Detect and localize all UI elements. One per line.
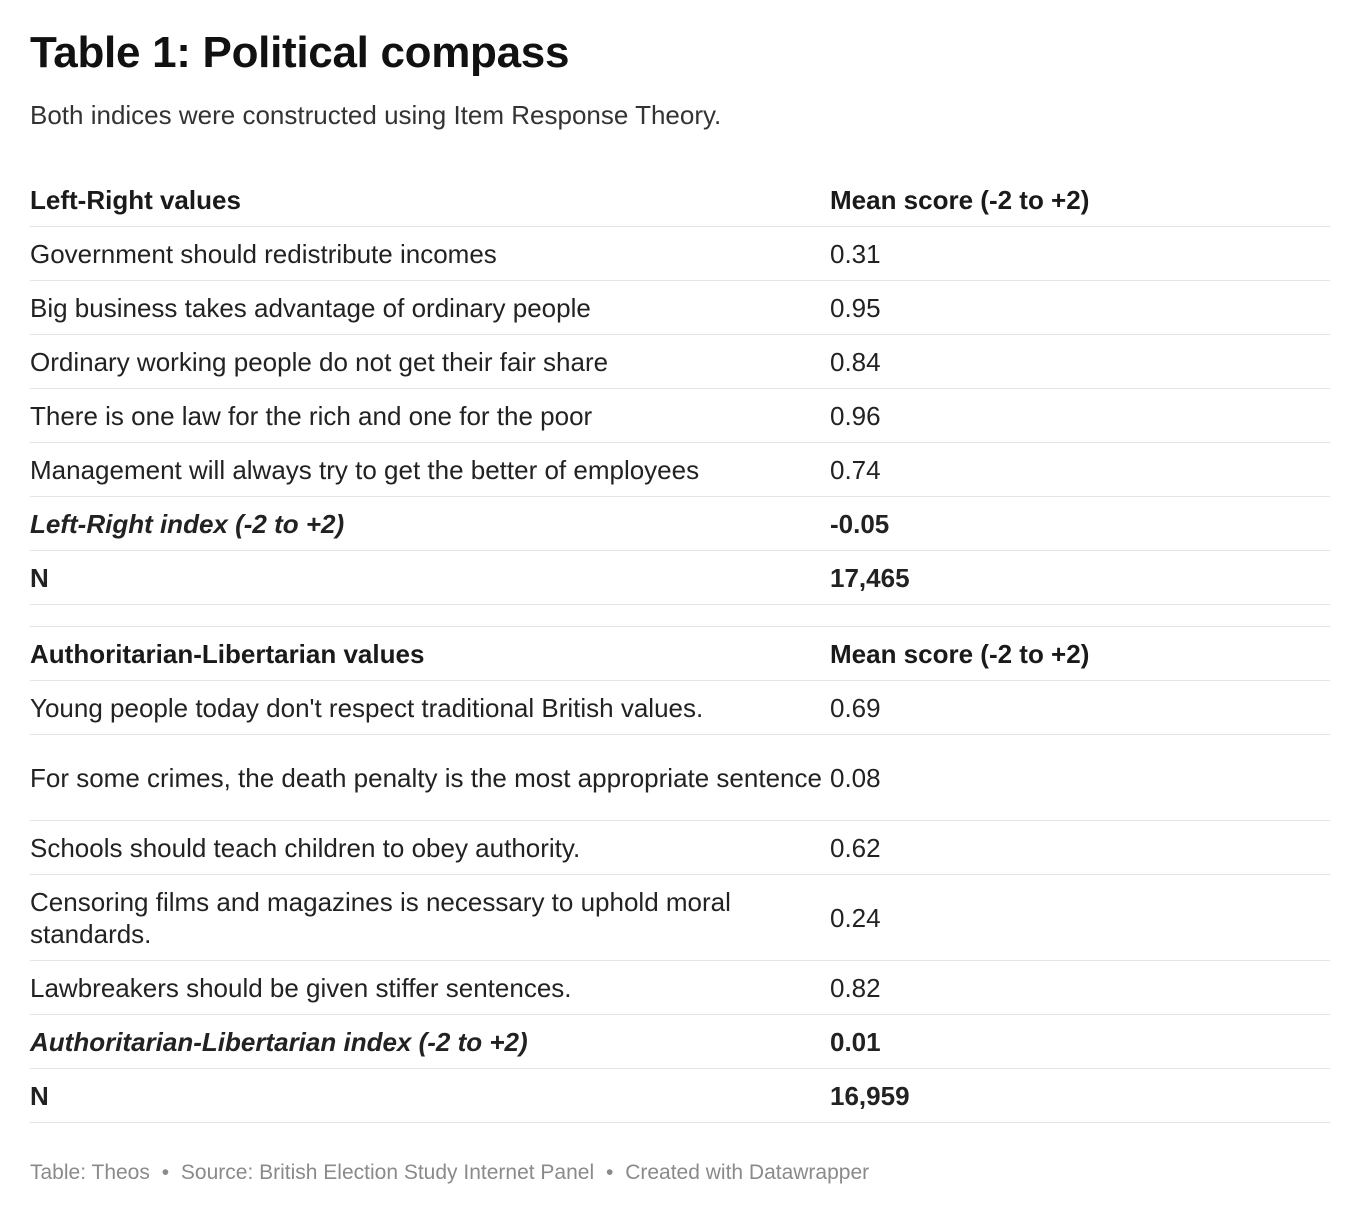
row-label: Big business takes advantage of ordinary people: [30, 292, 591, 323]
table-row: [30, 681, 1330, 735]
table-header-row: [30, 627, 1330, 681]
row-label: For some crimes, the death penalty is the most appropriate sentence: [30, 762, 822, 793]
page-subtitle: Both indices were constructed using Item Response Theory.: [30, 100, 722, 130]
table-row: [30, 735, 1330, 821]
row-label: Ordinary working people do not get their fair share: [30, 346, 609, 377]
index-label: Left-Right index (-2 to +2): [30, 508, 345, 539]
footer-separator: •: [605, 1161, 614, 1184]
row-value: 0.96: [830, 400, 881, 431]
datawrapper-link[interactable]: Created with Datawrapper: [625, 1161, 870, 1184]
row-label: Lawbreakers should be given stiffer sentences.: [30, 972, 572, 1003]
row-value: 0.08: [830, 762, 881, 793]
row-label: Government should redistribute incomes: [30, 238, 497, 269]
row-value: 0.95: [830, 292, 881, 323]
table-row: [30, 875, 1330, 961]
sample-size-row: [30, 1069, 1330, 1123]
row-value: 0.74: [830, 454, 881, 485]
row-label: Young people today don't respect traditional British values.: [30, 692, 704, 723]
column-header-label: Left-Right values: [30, 184, 241, 215]
table-header-row: [30, 173, 1330, 227]
index-row: [30, 1015, 1330, 1069]
sample-size-value: 17,465: [830, 562, 910, 593]
column-header-value: Mean score (-2 to +2): [830, 184, 1090, 215]
row-value: 0.24: [830, 902, 881, 933]
sample-size-label: N: [30, 1080, 49, 1111]
index-value: 0.01: [830, 1026, 881, 1057]
table-row: [30, 281, 1330, 335]
index-row: [30, 497, 1330, 551]
row-label: Censoring films and magazines is necessary to uphold moral standards.: [30, 886, 731, 949]
table-row: [30, 821, 1330, 875]
index-value: -0.05: [830, 508, 890, 539]
source-credit: Source: British Election Study Internet Panel: [180, 1161, 595, 1184]
row-label: There is one law for the rich and one for the poor: [30, 400, 593, 431]
sample-size-value: 16,959: [830, 1080, 910, 1111]
table-row: [30, 227, 1330, 281]
row-label: Management will always try to get the better of employees: [30, 454, 700, 485]
row-value: 0.62: [830, 832, 881, 863]
row-value: 0.82: [830, 972, 881, 1003]
table-row: [30, 389, 1330, 443]
sample-size-label: N: [30, 562, 49, 593]
footer-separator: •: [161, 1161, 170, 1184]
sample-size-row: [30, 551, 1330, 605]
page-title: Table 1: Political compass: [30, 28, 570, 77]
row-value: 0.69: [830, 692, 881, 723]
footer-credits: [30, 1161, 869, 1185]
table-row: [30, 443, 1330, 497]
column-header-value: Mean score (-2 to +2): [830, 638, 1090, 669]
table-row: [30, 961, 1330, 1015]
data-table: [30, 173, 1330, 1123]
section-divider: [30, 605, 1330, 627]
column-header-label: Authoritarian-Libertarian values: [30, 638, 425, 669]
index-label: Authoritarian-Libertarian index (-2 to +2): [30, 1026, 528, 1057]
row-value: 0.31: [830, 238, 881, 269]
table-credit: Table: Theos: [30, 1161, 150, 1184]
row-value: 0.84: [830, 346, 881, 377]
table-row: [30, 335, 1330, 389]
row-label: Schools should teach children to obey authority.: [30, 832, 581, 863]
